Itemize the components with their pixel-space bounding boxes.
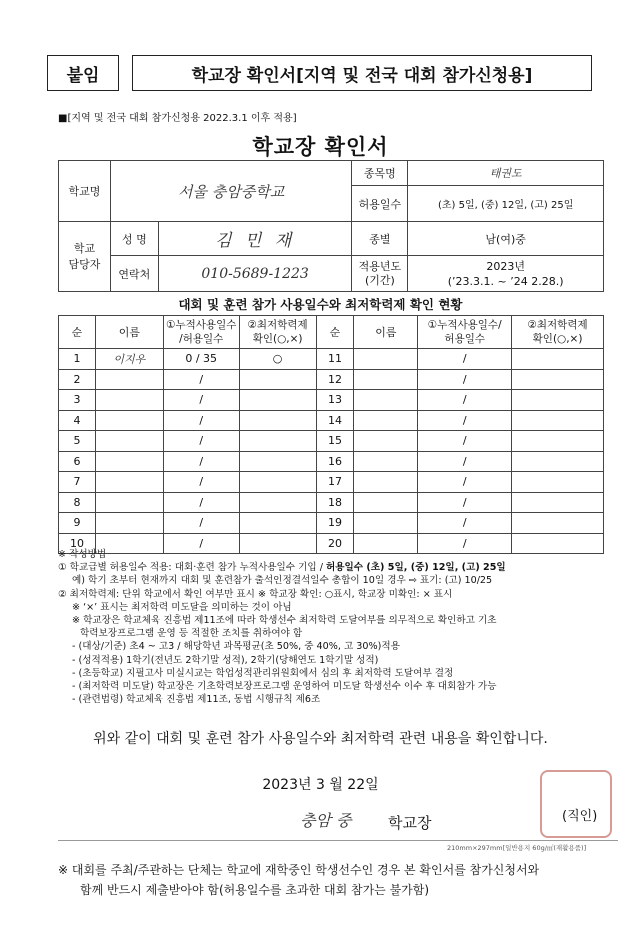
note-9: - (최저학력 미도달) 학교장은 기초학력보장프로그램 운영하여 미도달 학생선수 이수 후 대회참가 가능 — [72, 681, 497, 693]
days-used: / — [163, 492, 239, 513]
note-7: - (성적적용) 1학기(전년도 2학기말 성적), 2학기(당해연도 1학기말 성적) — [72, 654, 379, 666]
academic-check: ○ — [239, 349, 316, 370]
days-used: / — [418, 390, 512, 411]
contact-value: 010-5689-1223 — [158, 256, 352, 292]
info-table — [58, 160, 604, 292]
days-used: / — [163, 472, 239, 493]
row-number: 2 — [59, 369, 96, 390]
row-number: 16 — [316, 451, 354, 472]
principal-label: 학교장 — [388, 814, 432, 832]
academic-check — [512, 369, 604, 390]
academic-check — [512, 431, 604, 452]
academic-check — [512, 390, 604, 411]
footer-note — [58, 860, 618, 900]
table-row — [59, 472, 604, 493]
student-name — [354, 431, 418, 452]
col-days-right: ①누적사용일수/ 허용일수 — [418, 316, 512, 349]
instructions — [58, 548, 618, 706]
note-1-example: 예) 학기 초부터 현재까지 대회 및 훈련참가 출석인정결석일수 총합이 10일 경우 ⇨ 표기: (고) 10/25 — [72, 575, 493, 587]
manager-label: 학교 담당자 — [59, 222, 111, 292]
note-3: ※ ‘×’ 표시는 최저학력 미도달을 의미하는 것이 아님 — [72, 601, 292, 613]
gender-value: 남(여)중 — [408, 222, 604, 256]
academic-check — [512, 513, 604, 534]
row-number: 13 — [316, 390, 354, 411]
academic-check — [239, 369, 316, 390]
table-row — [59, 390, 604, 411]
academic-check — [239, 451, 316, 472]
contact-label: 연락처 — [110, 256, 158, 292]
official-seal-stamp — [540, 770, 612, 838]
note-4: ※ 학교장은 학교체육 진흥법 제11조에 따라 학생선수 최저학력 도달여부를 의무적으로 확인하고 기초 — [72, 615, 497, 627]
section-title: 대회 및 훈련 참가 사용일수와 최저학력제 확인 현황 — [178, 297, 463, 312]
days-used: / — [163, 431, 239, 452]
event-value: 태권도 — [408, 161, 604, 186]
col-name: 이름 — [95, 316, 163, 349]
academic-check — [512, 349, 604, 370]
days-used: / — [418, 451, 512, 472]
student-name — [354, 513, 418, 534]
usage-table — [58, 315, 604, 554]
document-heading — [132, 55, 592, 91]
table-row — [59, 431, 604, 452]
year-cell — [408, 256, 604, 292]
student-name — [95, 431, 163, 452]
academic-check — [239, 513, 316, 534]
student-name — [95, 410, 163, 431]
student-name — [95, 451, 163, 472]
academic-check — [239, 431, 316, 452]
row-number: 3 — [59, 390, 96, 411]
row-number: 18 — [316, 492, 354, 513]
table-row — [59, 369, 604, 390]
name-label: 성 명 — [110, 222, 158, 256]
col-no: 순 — [59, 316, 96, 349]
student-name — [354, 349, 418, 370]
school-signature: 충암 중 — [300, 811, 352, 830]
gender-label: 종별 — [352, 222, 408, 256]
allowed-days-value: (초) 5일, (중) 12일, (고) 25일 — [408, 186, 604, 222]
row-number: 6 — [59, 451, 96, 472]
student-name: 이지우 — [95, 349, 163, 370]
days-used: / — [418, 410, 512, 431]
attachment-tag — [47, 55, 119, 91]
academic-check — [239, 492, 316, 513]
days-used: / — [418, 533, 512, 554]
col-academic: ②최저학력제 확인(○,×) — [239, 316, 316, 349]
academic-check — [512, 472, 604, 493]
academic-check — [512, 492, 604, 513]
instructions-title: ※ 작성방법 — [58, 549, 107, 560]
note-1-text: ① 학교급별 허용일수 적용: 대회·훈련 참가 누적사용일수 기입 / — [58, 562, 326, 574]
page-title: 학교장 확인서 — [252, 135, 389, 159]
paper-spec: 210mm×297mm[일반용지 60g/㎡(재활용품)] — [447, 844, 587, 852]
school-value: 서울 충암중학교 — [110, 161, 352, 222]
row-number: 10 — [59, 533, 96, 554]
days-used: / — [418, 349, 512, 370]
col-days: ①누적사용일수 /허용일수 — [163, 316, 239, 349]
days-used: / — [163, 533, 239, 554]
school-label: 학교명 — [59, 161, 111, 222]
footer-line-1: ※ 대회를 주최/주관하는 단체는 학교에 재학중인 학생선수인 경우 본 확인서를 참가신청서와 — [58, 863, 540, 877]
row-number: 1 — [59, 349, 96, 370]
student-name — [354, 492, 418, 513]
student-name — [354, 390, 418, 411]
row-number: 14 — [316, 410, 354, 431]
table-row — [59, 410, 604, 431]
row-number: 12 — [316, 369, 354, 390]
days-used: 0 / 35 — [163, 349, 239, 370]
row-number: 15 — [316, 431, 354, 452]
divider — [58, 840, 618, 841]
table-row — [59, 451, 604, 472]
row-number: 5 — [59, 431, 96, 452]
attachment-tag-label: 붙임 — [66, 65, 100, 86]
footer-line-2: 함께 반드시 제출받아야 함(허용일수를 초과한 대회 참가는 불가함) — [80, 883, 430, 897]
note-6: - (대상/기준) 초4 ~ 고3 / 해당학년 과목평균(초 50%, 중 40%, 고 30%)적용 — [72, 641, 400, 653]
student-name — [354, 410, 418, 431]
days-used: / — [418, 472, 512, 493]
signature-date: 2023년 3 월 22일 — [262, 777, 379, 793]
student-name — [95, 513, 163, 534]
days-used: / — [418, 492, 512, 513]
table-row — [59, 513, 604, 534]
academic-check — [239, 390, 316, 411]
student-name — [354, 472, 418, 493]
days-used: / — [163, 369, 239, 390]
days-used: / — [163, 390, 239, 411]
applicability-note: ■[지역 및 전국 대회 참가신청용 2022.3.1 이후 적용] — [58, 113, 297, 124]
days-used: / — [418, 513, 512, 534]
academic-check — [512, 410, 604, 431]
row-number: 19 — [316, 513, 354, 534]
period-value: (’23.3.1. ~ ’24 2.28.) — [447, 274, 564, 288]
seal-label: (직인) — [562, 809, 598, 824]
confirmation-statement: 위와 같이 대회 및 훈련 참가 사용일수와 최저학력 관련 내용을 확인합니다. — [93, 731, 548, 747]
col-academic-right: ②최저학력제 확인(○,×) — [512, 316, 604, 349]
table-row — [59, 492, 604, 513]
document-heading-label: 학교장 확인서[지역 및 전국 대회 참가신청용] — [191, 65, 533, 86]
table-row — [59, 349, 604, 370]
student-name — [95, 390, 163, 411]
row-number: 8 — [59, 492, 96, 513]
usage-table-header — [59, 316, 604, 349]
col-name-right: 이름 — [354, 316, 418, 349]
days-used: / — [163, 451, 239, 472]
student-name — [354, 451, 418, 472]
row-number: 7 — [59, 472, 96, 493]
student-name — [95, 369, 163, 390]
note-8: - (초등학교) 지필고사 미실시교는 학업성적관리위원회에서 심의 후 최저학력 도달여부 결정 — [72, 667, 454, 679]
academic-check — [239, 472, 316, 493]
year-value: 2023년 — [486, 259, 525, 273]
row-number: 9 — [59, 513, 96, 534]
academic-check — [512, 451, 604, 472]
student-name — [95, 472, 163, 493]
student-name — [95, 492, 163, 513]
days-used: / — [418, 369, 512, 390]
manager-name-value: 김 민 재 — [158, 222, 352, 256]
row-number: 4 — [59, 410, 96, 431]
days-used: / — [163, 410, 239, 431]
note-2: ② 최저학력제: 단위 학교에서 확인 여부만 표시 ※ 학교장 확인: ○표시, 학교장 미확인: × 표시 — [58, 588, 453, 600]
row-number: 11 — [316, 349, 354, 370]
row-number: 17 — [316, 472, 354, 493]
note-1 — [58, 561, 618, 574]
event-label: 종목명 — [352, 161, 408, 186]
academic-check — [239, 410, 316, 431]
days-used: / — [163, 513, 239, 534]
note-1-bold: 허용일수 (초) 5일, (중) 12일, (고) 25일 — [325, 562, 506, 574]
note-5: 학력보장프로그램 운영 등 적절한 조치를 취하여야 함 — [80, 628, 303, 640]
allowed-days-label: 허용일수 — [352, 186, 408, 222]
days-used: / — [418, 431, 512, 452]
col-no-right: 순 — [316, 316, 354, 349]
year-label: 적용년도 (기간) — [352, 256, 408, 292]
student-name — [354, 369, 418, 390]
row-number: 20 — [316, 533, 354, 554]
note-10: - (관련법령) 학교체육 진흥법 제11조, 동법 시행규칙 제6조 — [72, 694, 321, 706]
